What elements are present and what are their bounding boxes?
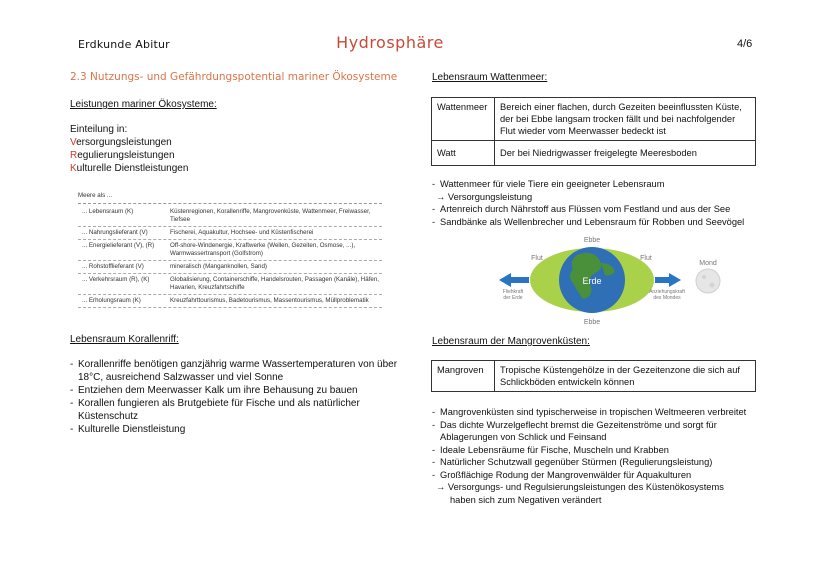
list-item: - Kulturelle Dienstleistung (70, 423, 400, 436)
watt-list-2 (432, 203, 762, 228)
list-item: - Das dichte Wurzelgeflecht bremst die Gezeitenströme und sorgt für Ablagerungen von Schlick und Feinsand (432, 419, 766, 444)
list-item: - Natürlicher Schutzwall gegenüber Stürmen (Regulierungsleistung) (432, 456, 766, 469)
mangroven-heading: Lebensraum der Mangrovenküsten: (432, 336, 590, 347)
term-cell: Watt (432, 141, 495, 166)
list-item: - Sandbänke als Wellenbrecher und Lebensraum für Robben und Seevögel (432, 216, 762, 229)
centrifugal-arrow-icon (499, 273, 529, 287)
moon-icon (696, 269, 720, 293)
table-row (432, 141, 756, 166)
term-cell: Mangroven (432, 361, 495, 392)
table-row (78, 274, 382, 295)
definition-cell: Tropische Küstengehölze in der Gezeitenzone die sich auf Schlickböden entwickeln können (495, 361, 756, 392)
list-item: - Mangrovenküsten sind typischerweise in tropischen Weltmeeren verbreitet (432, 406, 766, 419)
definition-cell: Bereich einer flachen, durch Gezeiten beeinflussten Küste, der bei Ebbe langsam trocken fällt und bei nachfolgender Flut wieder vom Meerwasser bedeckt ist (495, 98, 756, 141)
reference-table (78, 192, 382, 308)
desc-cell: Off-shore-Windenergie, Kraftwerke (Wellen, Gezeiten, Osmose, ...), Warmwassertransport (Golfstrom) (170, 242, 356, 257)
role-cell: ... Erholungsraum (K) (82, 297, 141, 304)
watt-heading: Lebensraum Wattenmeer: (432, 72, 548, 83)
watt-arrow-note: → Versorgungsleistung (436, 191, 533, 202)
anz-label-2: des Mondes (653, 295, 681, 301)
korallen-list (70, 358, 400, 436)
mangroven-arrow-note: → Versorgungs- und Regulsierungsleistungen des Küstenökosystems (436, 482, 724, 492)
table-row (78, 295, 382, 308)
mangroven-definition-table (431, 360, 756, 392)
category-initial: K (70, 163, 77, 174)
table-row (432, 361, 756, 392)
section-title: 2.3 Nutzungs- und Gefährdungspotential mariner Ökosysteme (70, 71, 398, 83)
flieh-label-1: Fliehkraft (502, 289, 524, 295)
desc-cell: mineralisch (Manganknollen, Sand) (170, 263, 267, 270)
flut-right-label: Flut (640, 255, 652, 262)
category-rest: egulierungsleistungen (77, 150, 175, 161)
table-row (78, 240, 382, 261)
category-versorgung (70, 136, 188, 149)
definition-cell: Der bei Niedrigwasser freigelegte Meeresboden (495, 141, 756, 166)
role-cell: ... Energielieferant (V), (R) (82, 242, 155, 249)
term-cell: Wattenmeer (432, 98, 495, 141)
category-regulierung (70, 149, 188, 162)
desc-cell: Küstenregionen, Korallenriffe, Mangrovenküste, Wattenmeer, Freiwasser, Tiefsee (170, 208, 371, 223)
category-rest: ulturelle Dienstleistungen (76, 163, 189, 174)
list-item: - Ideale Lebensräume für Fische, Muscheln und Krabben (432, 444, 766, 457)
moon-crater (710, 283, 715, 288)
category-initial: V (70, 137, 77, 148)
list-item: - Wattenmeer für viele Tiere ein geeigneter Lebensraum (432, 178, 762, 191)
earth-label: Erde (582, 276, 602, 286)
subject-label: Erdkunde Abitur (78, 38, 170, 51)
list-item: - Großflächige Rodung der Mangrovenwälder für Aquakulturen (432, 469, 766, 482)
list-item: - Korallen fungieren als Brutgebiete für Fische und als natürlicher Küstenschutz (70, 397, 400, 423)
table-row (432, 98, 756, 141)
flieh-label-2: der Erde (503, 295, 523, 301)
flut-left-label: Flut (531, 255, 543, 262)
table-row (78, 206, 382, 227)
role-cell: ... Nahrungslieferant (V) (82, 229, 148, 236)
watt-points (432, 178, 762, 228)
table-row (78, 227, 382, 240)
einteilung-label: Einteilung in: (70, 124, 128, 135)
list-item: - Korallenriffe benötigen ganzjährig warme Wassertemperaturen von über 18°C, ausreichend Salzwasser und viel Sonne (70, 358, 400, 384)
korallen-heading: Lebensraum Korallenriff: (70, 334, 179, 345)
category-initial: R (70, 150, 78, 161)
tide-diagram (495, 235, 735, 325)
einteilung-block (70, 123, 188, 175)
ebbe-bottom-label: Ebbe (583, 319, 601, 325)
mangroven-points (432, 406, 766, 506)
list-item: - Artenreich durch Nährstoff aus Flüssen vom Festland und aus der See (432, 203, 762, 216)
page-title: Hydrosphäre (336, 33, 444, 52)
table-row (78, 261, 382, 274)
moon-crater (702, 275, 706, 279)
mangroven-list (432, 406, 766, 481)
anz-label-1: Anziehungskraft (649, 289, 685, 295)
leistungen-heading: Leistungen mariner Ökosysteme: (70, 99, 217, 110)
ebbe-top-label: Ebbe (583, 237, 601, 244)
role-cell: ... Verkehrsraum (R), (K) (82, 276, 150, 283)
mangroven-arrow-note-cont: haben sich zum Negativen verändert (450, 494, 602, 505)
watt-definition-table (431, 97, 756, 166)
desc-cell: Fischerei, Aquakultur, Hochsee- und Küstenfischerei (170, 229, 314, 236)
category-kulturell (70, 162, 188, 175)
reference-table-head: Meere als ... (78, 192, 382, 204)
role-cell: ... Rohstofflieferant (V) (82, 263, 144, 270)
role-cell: ... Lebensraum (K) (82, 208, 134, 215)
moon-label: Mond (699, 260, 717, 267)
desc-cell: Kreuzfahrttourismus, Badetourismus, Massentourismus, Müllproblematik (170, 297, 369, 304)
attraction-arrow-icon (655, 273, 681, 287)
list-item: - Entziehen dem Meerwasser Kalk um ihre Behausung zu bauen (70, 384, 400, 397)
watt-list (432, 178, 762, 191)
category-rest: ersorgungsleistungen (76, 137, 172, 148)
page-number: 4/6 (737, 38, 753, 50)
desc-cell: Globalisierung, Containerschiffe, Handelsrouten, Passagen (Kanäle), Häfen, Havarien, Kreuzfahrtschiffe (170, 276, 380, 291)
